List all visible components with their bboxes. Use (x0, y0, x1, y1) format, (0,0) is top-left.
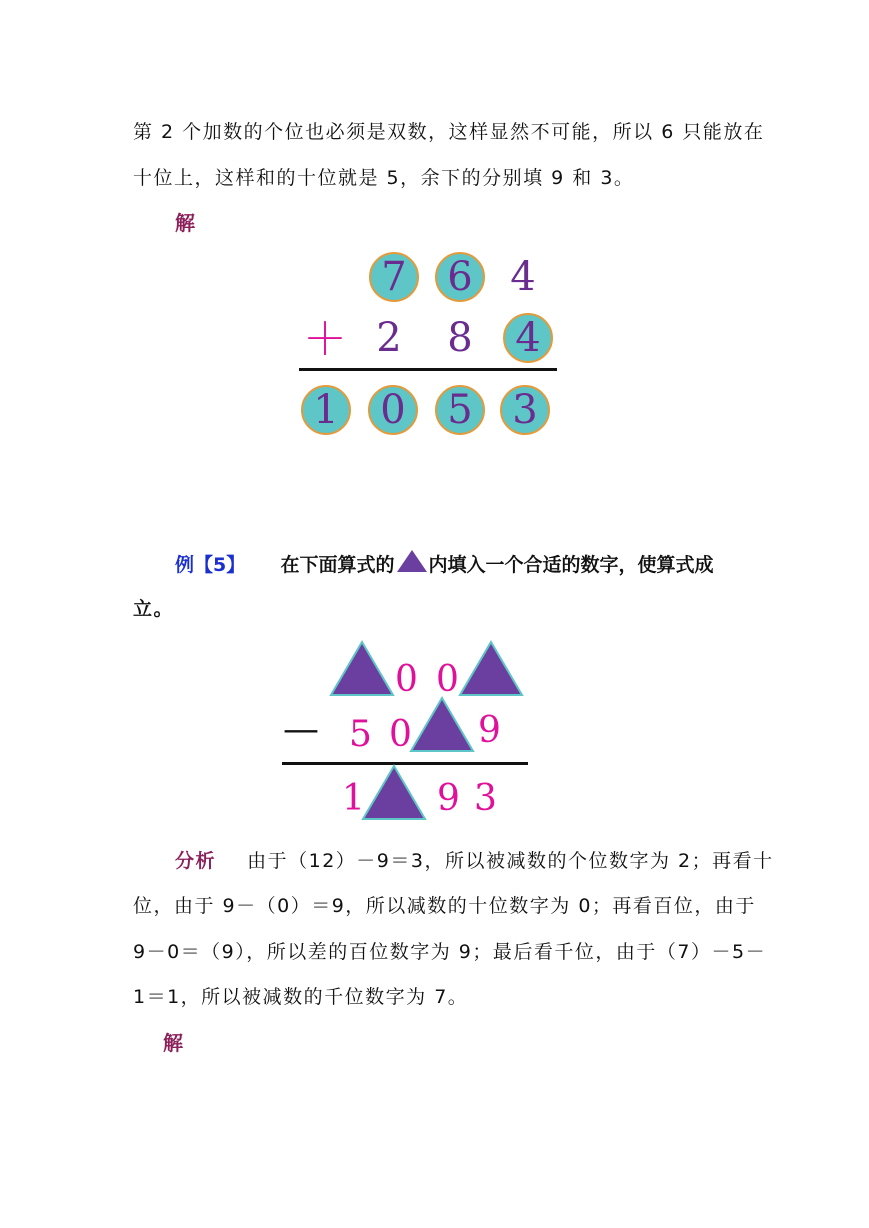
triangle-placeholder (409, 696, 475, 753)
result-digit-tens: 5 (447, 387, 473, 433)
analysis-line-4: 1＝1，所以被减数的千位数字为 7。 (133, 986, 469, 1008)
triangle-placeholder (329, 640, 395, 697)
analysis-line-3: 9－0＝（9），所以差的百位数字为 9；最后看千位，由于（7）－5－ (133, 941, 767, 963)
difference-digit-ones: 3 (474, 778, 497, 819)
intro-line-2: 十位上，这样和的十位就是 5，余下的分别填 9 和 3。 (133, 167, 635, 189)
sum-line (299, 368, 557, 371)
intro-line-1: 第 2 个加数的个位也必须是双数，这样显然不可能，所以 6 只能放在 (133, 121, 765, 143)
digit-thousands-row1: 7 (381, 254, 407, 300)
triangle-placeholder (458, 640, 524, 697)
analysis-text-1: 由于（12）－9＝3，所以被减数的个位数字为 2；再看十 (247, 850, 774, 872)
minuend-digit-tens: 0 (436, 659, 459, 700)
minus-sign: — (283, 709, 319, 750)
example-5-title (175, 549, 714, 577)
digit-tens-row1: 6 (447, 254, 473, 300)
example-number: 例【5】 (175, 554, 246, 576)
digit-ones-row1: 4 (510, 254, 536, 300)
triangle-placeholder (361, 764, 427, 821)
difference-digit-thousands: 1 (342, 778, 365, 819)
subtrahend-digit-hundreds: 0 (389, 714, 412, 755)
digit-hundreds-row2: 2 (376, 315, 402, 361)
digit-ones-row2: 4 (515, 315, 541, 361)
example-text-3: 立。 (133, 598, 175, 620)
analysis-label: 分析 (175, 850, 217, 872)
subtrahend-digit-thousands: 5 (349, 714, 372, 755)
result-digit-thousands: 1 (313, 387, 339, 433)
example-text-2: 内填入一个合适的数字，使算式成 (428, 554, 714, 576)
digit-tens-row2: 8 (447, 315, 473, 361)
difference-digit-tens: 9 (437, 778, 460, 819)
example-text: 在下面算式的 (280, 554, 395, 576)
subtrahend-digit-ones: 9 (478, 710, 501, 751)
plus-sign: ＋ (303, 314, 347, 365)
solution-label-2: 解 (163, 1031, 183, 1055)
analysis-line-1 (175, 846, 774, 873)
analysis-line-2: 位，由于 9－（0）＝9，所以减数的十位数字为 0；再看百位，由于 (133, 895, 756, 917)
result-digit-hundreds: 0 (380, 387, 406, 433)
result-digit-ones: 3 (512, 387, 538, 433)
minuend-digit-hundreds: 0 (395, 659, 418, 700)
solution-label: 解 (175, 211, 195, 235)
triangle-icon (396, 549, 428, 573)
